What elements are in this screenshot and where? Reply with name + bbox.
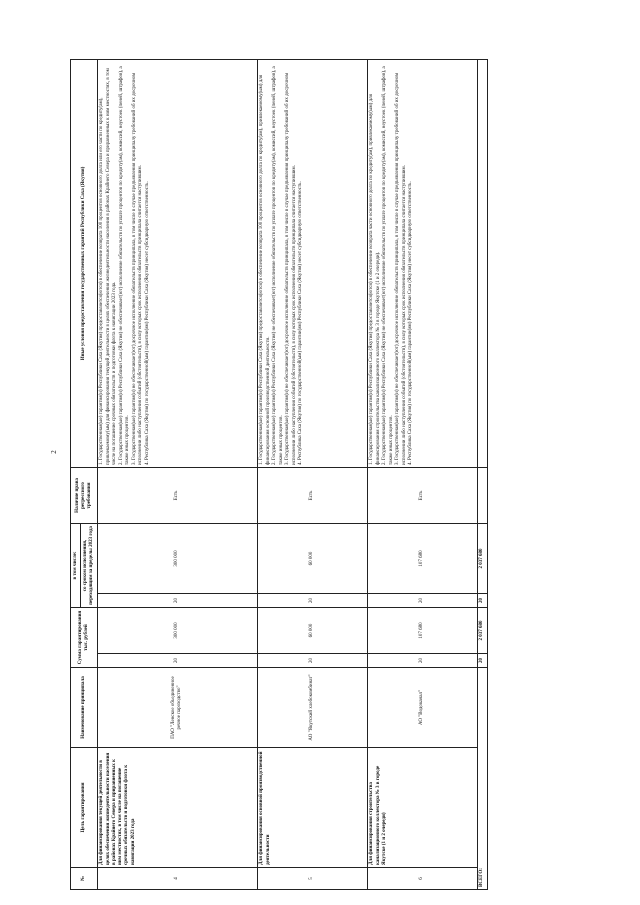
condition-item: 1. Государственная(ые) гарантия(и) Республики Саха (Якутия) предоставляется(ются) в обеспечение возврата 100 процентов основного долга или его части по кредиту(ам), привлекаемому(ым) для финансирования текущей деятельности в целях обеспечения жизнедеятельности населения в районах Крайнего Севера и приравненных к ним местностях, в том числе на погашение срочных обязательств и подготовки флота к навигации 2023 года.: [99, 68, 117, 465]
total-incl: 2 037 680: [477, 523, 487, 593]
header-purpose: Цель гарантирования: [71, 748, 98, 868]
table-row: [97, 59, 257, 889]
total-label: ВСЕГО:: [477, 668, 487, 890]
row-purpose: Для финансирования строительства канализационного коллектора № 3 в городе Якутске (1 и 2 очереди): [367, 748, 477, 868]
row-principal: АО "Водоканал": [367, 668, 477, 748]
total-row: [477, 59, 487, 889]
condition-item: 3. Государственная(ые) гарантия(и) не обеспечивает(ют) досрочное исполнение обязательств принципала, в том числе в случае предъявления принципалу требований об их досрочном исполнении либо наступления событий (обстоятельств), в силу которых срок исполнения обязательств принципала считается наступившим.: [395, 72, 407, 465]
condition-item: 2. Государственная(ые) гарантия(и) Республики Саха (Якутия) не обеспечивает(ют) исполнение обязательств по уплате процентов по кредиту(ам), комиссий, неустоек (пеней, штрафов), а также иных процентов.: [118, 66, 130, 465]
row-num: 6: [367, 868, 477, 890]
total-conditions-empty: [477, 59, 487, 467]
condition-item: 2. Государственная(ые) гарантия(и) Республики Саха (Якутия) не обеспечивает(ют) исполнение обязательств по уплате процентов по кредиту(ам), комиссий, неустоек (пеней, штрафов), а также иных процентов.: [382, 66, 394, 465]
condition-item: 2. Государственная(ые) гарантия(и) Республики Саха (Якутия) не обеспечивает(ют) исполнение обязательств по уплате процентов по кредиту(ам), комиссий, неустоек (пеней, штрафов), а также иных процентов.: [272, 66, 284, 465]
row-incl: 107 680: [367, 523, 477, 593]
condition-item: 4. Республика Саха (Якутия) по государственной(ым) гарантии(ям) Республики Саха (Якутия) несет субсидиарную ответственность.: [408, 181, 414, 465]
condition-item: 1. Государственная(ые) гарантия(и) Республики Саха (Якутия) предоставляется(ются) в обеспечение возврата части основного долга по кредиту(ам), привлекаемому(ым) для финансирования строительства канализационного коллектора № 3 в городе Якутске (1 и 2 очереди).: [369, 94, 381, 465]
header-num: №: [71, 868, 98, 890]
row-amount: 60 000: [257, 608, 367, 654]
header-conditions: Иные условия предоставления государственных гарантий Республики Саха (Якутия): [71, 59, 98, 467]
row-amount-year: 20: [97, 654, 257, 668]
page-number: 2: [49, 450, 58, 454]
row-incl: 60 000: [257, 523, 367, 593]
header-amount: Сумма гарантирования тыс. рублей: [71, 608, 98, 668]
row-incl-year: 20: [257, 594, 367, 608]
guarantees-table: [70, 59, 488, 890]
row-principal: АО "Якутский хлебокомбинат": [257, 668, 367, 748]
condition-item: 1. Государственная(ые) гарантия(и) Республики Саха (Якутия) предоставляется(ются) в обеспечение возврата 100 процентов основного долга по кредиту(ам), привлекаемому(ым) для финансирования основной производственной деятельности.: [259, 74, 271, 465]
row-amount: 300 000: [97, 608, 257, 654]
header-principal: Наименование принципала: [71, 668, 98, 748]
row-amount: 107 680: [367, 608, 477, 654]
row-amount-year: 20: [257, 654, 367, 668]
row-conditions: [257, 59, 367, 467]
row-num: 4: [97, 868, 257, 890]
row-num: 5: [257, 868, 367, 890]
row-principal: ПАО "Ленское объединенное речное пароходство": [97, 668, 257, 748]
row-purpose: Для финансирования основной производственной деятельности: [257, 748, 367, 868]
table-row: [367, 59, 477, 889]
total-incl-year: 20: [477, 594, 487, 608]
condition-item: 4. Республика Саха (Якутия) по государственной(ым) гарантии(ям) Республики Саха (Якутия) несет субсидиарную ответственность.: [298, 181, 304, 465]
condition-item: 3. Государственная(ые) гарантия(и) не обеспечивает(ют) досрочное исполнение обязательств принципала, в том числе в случае предъявления принципалу требований об их досрочном исполнении либо наступления событий (обстоятельств), в силу которых срок исполнения обязательств принципала считается наступившим.: [285, 72, 297, 465]
header-regress: Наличие права регрессного требования: [71, 467, 98, 523]
condition-item: 4. Республика Саха (Якутия) по государственной(ым) гарантии(ям) Республики Саха (Якутия) несет субсидиарную ответственность.: [144, 181, 150, 465]
guarantees-sheet: [70, 60, 580, 890]
row-incl-year: 20: [367, 594, 477, 608]
total-regress-empty: [477, 467, 487, 523]
header-incl-group: в том числе:: [71, 523, 81, 607]
row-incl-year: 20: [97, 594, 257, 608]
table-row: [257, 59, 367, 889]
row-regress: Есть: [97, 467, 257, 523]
row-incl: 300 000: [97, 523, 257, 593]
row-purpose: Для финансирования текущей деятельности в целях обеспечения жизнедеятельности населения в районах Крайнего Севера и приравненных к ним местностях, в том числе на погашение срочных обязательств и подготовки флота к навигации 2023 года: [97, 748, 257, 868]
total-amount-year: 20: [477, 654, 487, 668]
total-amount: 2 037 680: [477, 608, 487, 654]
header-incl-sub: со сроком исполнения, переходящим за пределы 2023 года: [81, 523, 98, 607]
condition-item: 3. Государственная(ые) гарантия(и) не обеспечивает(ют) досрочное исполнение обязательств принципала, в том числе в случае предъявления принципалу требований об их досрочном исполнении либо наступления событий (обстоятельств), в силу которых срок исполнения обязательств принципала считается наступившим.: [131, 72, 143, 465]
row-regress: Есть: [367, 467, 477, 523]
table-header-row: [71, 59, 81, 889]
row-amount-year: 20: [367, 654, 477, 668]
row-regress: Есть: [257, 467, 367, 523]
row-conditions: [97, 59, 257, 467]
row-conditions: [367, 59, 477, 467]
